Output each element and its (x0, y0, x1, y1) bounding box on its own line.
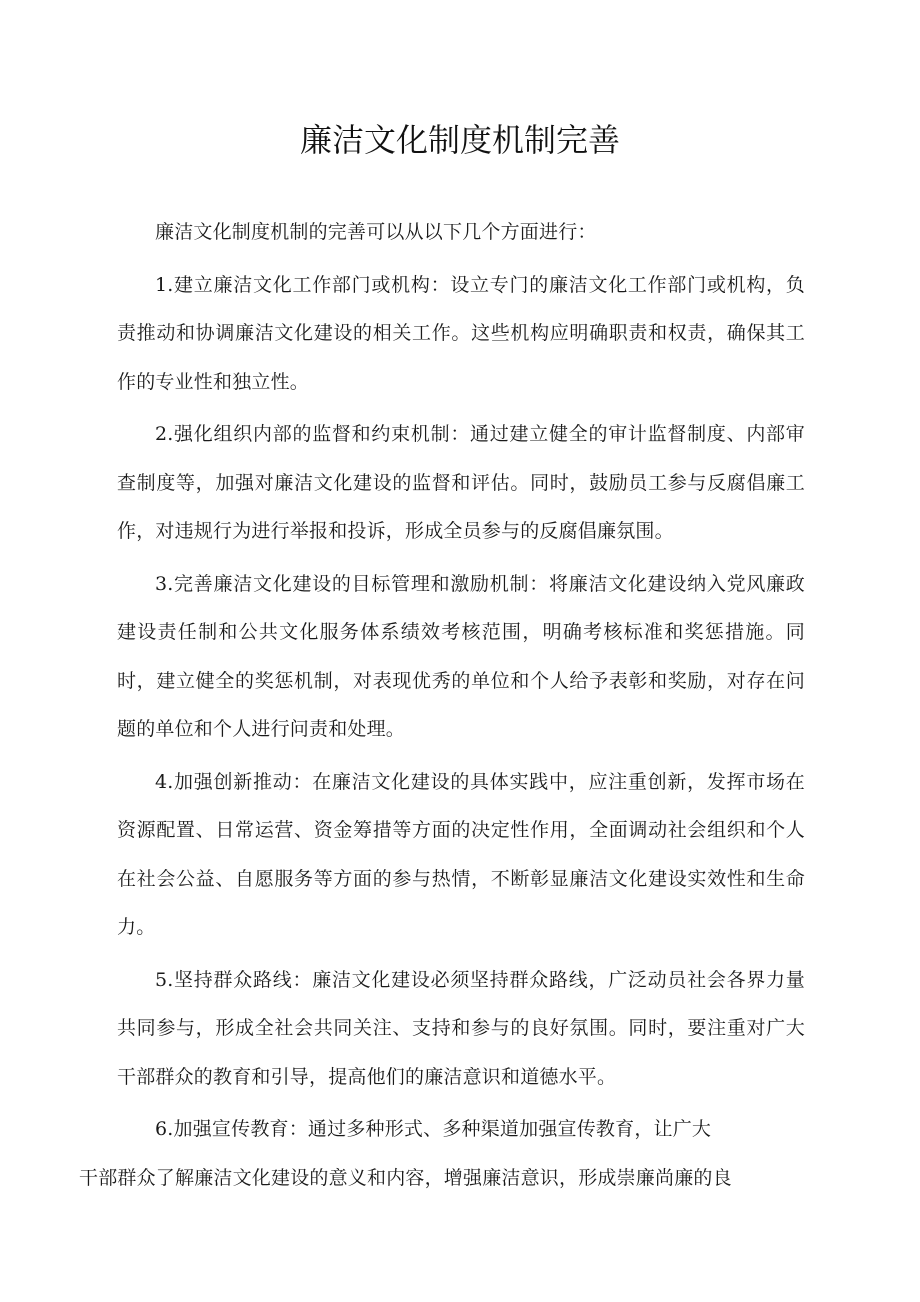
item-paragraph-2: 2.强化组织内部的监督和约束机制：通过建立健全的审计监督制度、内部审查制度等，加强对廉洁文化建设的监督和评估。同时，鼓励员工参与反腐倡廉工作，对违规行为进行举报和投诉，形成全员参与的反腐倡廉氛围。 (117, 423, 805, 542)
item-paragraph-5: 5.坚持群众路线：廉洁文化建设必须坚持群众路线，广泛动员社会各界力量共同参与，形成全社会共同关注、支持和参与的良好氛围。同时，要注重对广大干部群众的教育和引导，提高他们的廉洁意识和道德水平。 (117, 968, 805, 1088)
intro-paragraph: 廉洁文化制度机制的完善可以从以下几个方面进行： (155, 221, 597, 243)
item-paragraph-4: 4.加强创新推动：在廉洁文化建设的具体实践中，应注重创新，发挥市场在资源配置、日常运营、资金筹措等方面的决定性作用，全面调动社会组织和个人在社会公益、自愿服务等方面的参与热情，不断彰显廉洁文化建设实效性和生命力。 (117, 770, 805, 938)
item-6-line-2: 干部群众了解廉洁文化建设的意义和内容，增强廉洁意识，形成崇廉尚廉的良 (79, 1166, 732, 1189)
item-paragraph-6 (79, 1105, 805, 1202)
document-body (79, 208, 805, 1202)
item-paragraph-3: 3.完善廉洁文化建设的目标管理和激励机制：将廉洁文化建设纳入党风廉政建设责任制和公共文化服务体系绩效考核范围，明确考核标准和奖惩措施。同时，建立健全的奖惩机制，对表现优秀的单位和个人给予表彰和奖励，对存在问题的单位和个人进行问责和处理。 (117, 572, 805, 740)
item-6-line-1: 6.加强宣传教育：通过多种形式、多种渠道加强宣传教育，让广大 (155, 1118, 712, 1140)
document-title: 廉洁文化制度机制完善 (299, 121, 620, 159)
item-paragraph-1: 1.建立廉洁文化工作部门或机构：设立专门的廉洁文化工作部门或机构，负责推动和协调廉洁文化建设的相关工作。这些机构应明确职责和权责，确保其工作的专业性和独立性。 (117, 273, 805, 393)
